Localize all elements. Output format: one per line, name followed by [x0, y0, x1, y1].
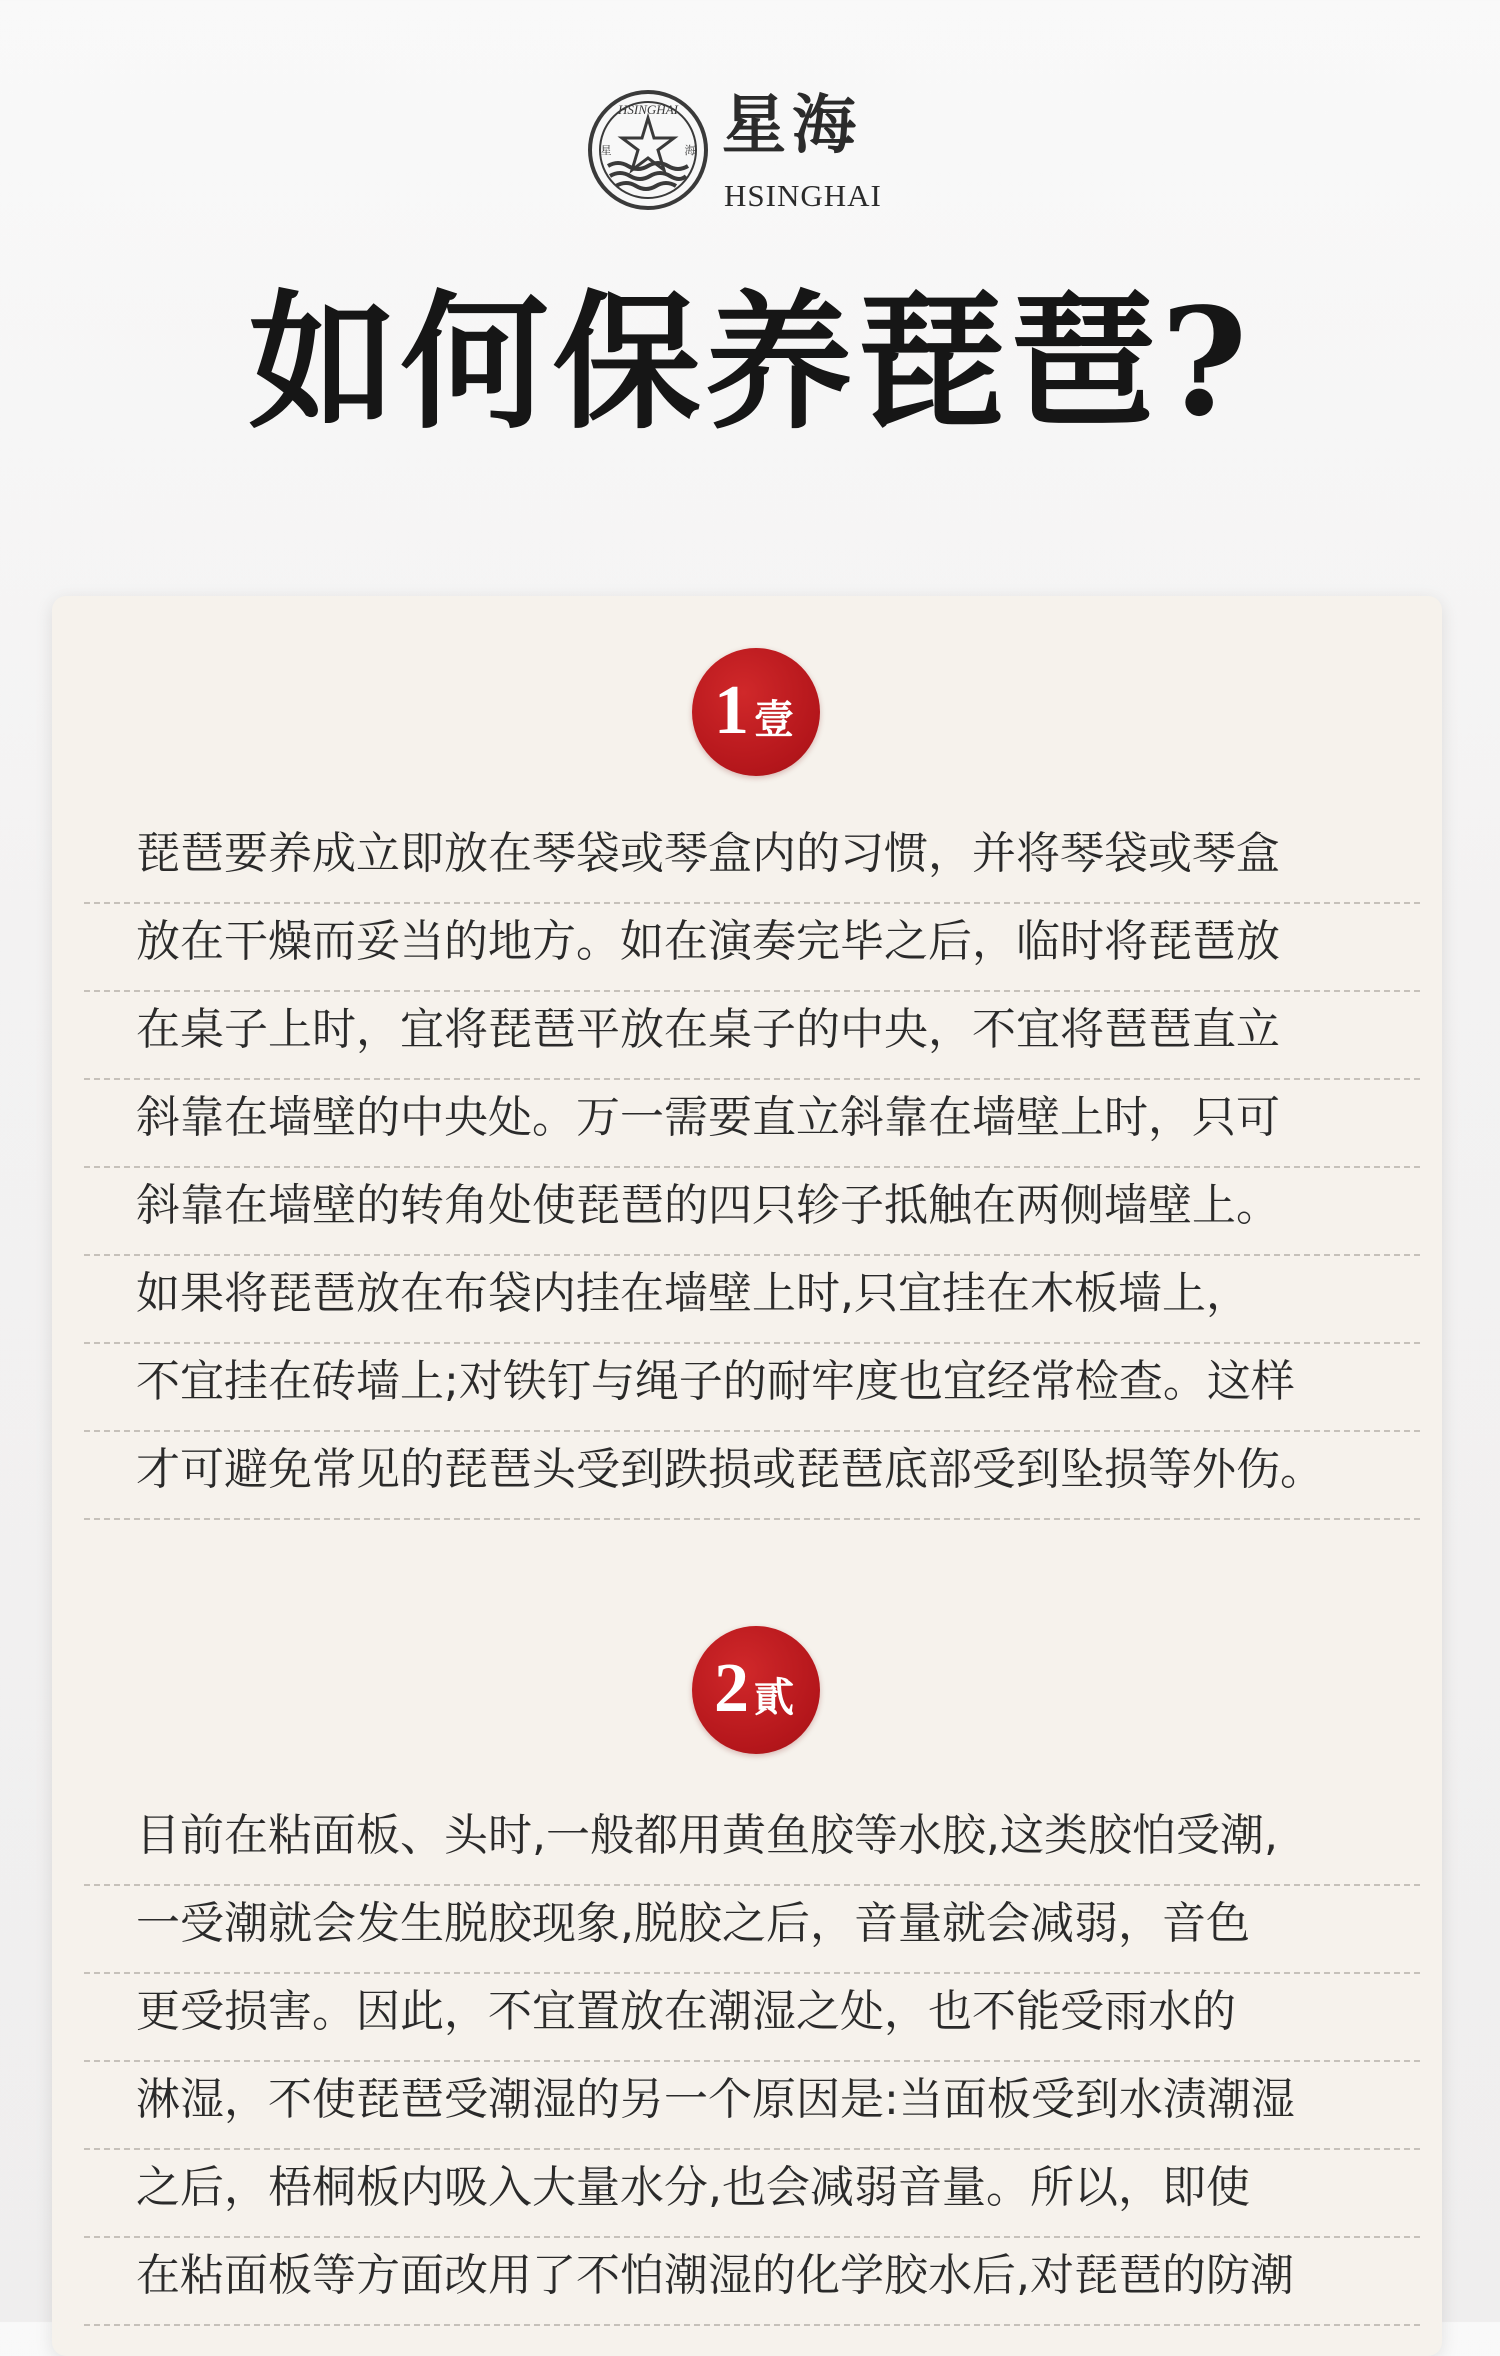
text-line: 斜靠在墙壁的中央处。万一需要直立斜靠在墙壁上时，只可	[84, 1080, 1420, 1168]
badge-number-cn: 貳	[754, 1674, 794, 1721]
text-line: 在粘面板等方面改用了不怕潮湿的化学胶水后,对琵琶的防潮	[84, 2238, 1420, 2326]
text-line: 才可避免常见的琵琶头受到跌损或琵琶底部受到坠损等外伤。	[84, 1432, 1420, 1520]
text-line: 如果将琵琶放在布袋内挂在墙壁上时,只宜挂在木板墙上，	[84, 1256, 1420, 1344]
section-number-badge	[692, 1626, 820, 1754]
text-line: 琵琶要养成立即放在琴袋或琴盒内的习惯，并将琴袋或琴盒	[84, 816, 1420, 904]
badge-number: 1	[714, 672, 749, 749]
text-line: 斜靠在墙壁的转角处使琵琶的四只轸子抵触在两侧墙壁上。	[84, 1168, 1420, 1256]
section-number-badge	[692, 648, 820, 776]
section-paragraph	[136, 816, 1396, 1520]
text-line: 不宜挂在砖墙上;对铁钉与绳子的耐牢度也宜经常检查。这样	[84, 1344, 1420, 1432]
content-card	[52, 596, 1442, 2356]
text-line: 目前在粘面板、头时,一般都用黄鱼胶等水胶,这类胶怕受潮,	[84, 1798, 1420, 1886]
seal-arc-text: HSINGHAI	[618, 102, 678, 117]
text-line: 放在干燥而妥当的地方。如在演奏完毕之后，临时将琵琶放	[84, 904, 1420, 992]
brand-name-cn: 星海	[722, 88, 862, 163]
section-paragraph	[136, 1798, 1396, 2326]
badge-number-cn: 壹	[754, 696, 794, 743]
page-title: 如何保养琵琶?	[248, 275, 1252, 449]
text-line: 一受潮就会发生脱胶现象,脱胶之后，音量就会减弱，音色	[84, 1886, 1420, 1974]
text-line: 淋湿，不使琵琶受潮湿的另一个原因是:当面板受到水渍潮湿	[84, 2062, 1420, 2150]
seal-right-char: 海	[684, 144, 696, 157]
brand-header	[0, 88, 1500, 228]
seal-left-char: 星	[600, 144, 612, 157]
brand-logo-seal	[586, 88, 710, 212]
brand-name-en: HSINGHAI	[724, 178, 882, 213]
text-line: 在桌子上时，宜将琵琶平放在桌子的中央，不宜将琶琶直立	[84, 992, 1420, 1080]
text-line: 更受损害。因此，不宜置放在潮湿之处，也不能受雨水的	[84, 1974, 1420, 2062]
text-line: 之后，梧桐板内吸入大量水分,也会减弱音量。所以，即使	[84, 2150, 1420, 2238]
badge-number: 2	[714, 1650, 749, 1727]
